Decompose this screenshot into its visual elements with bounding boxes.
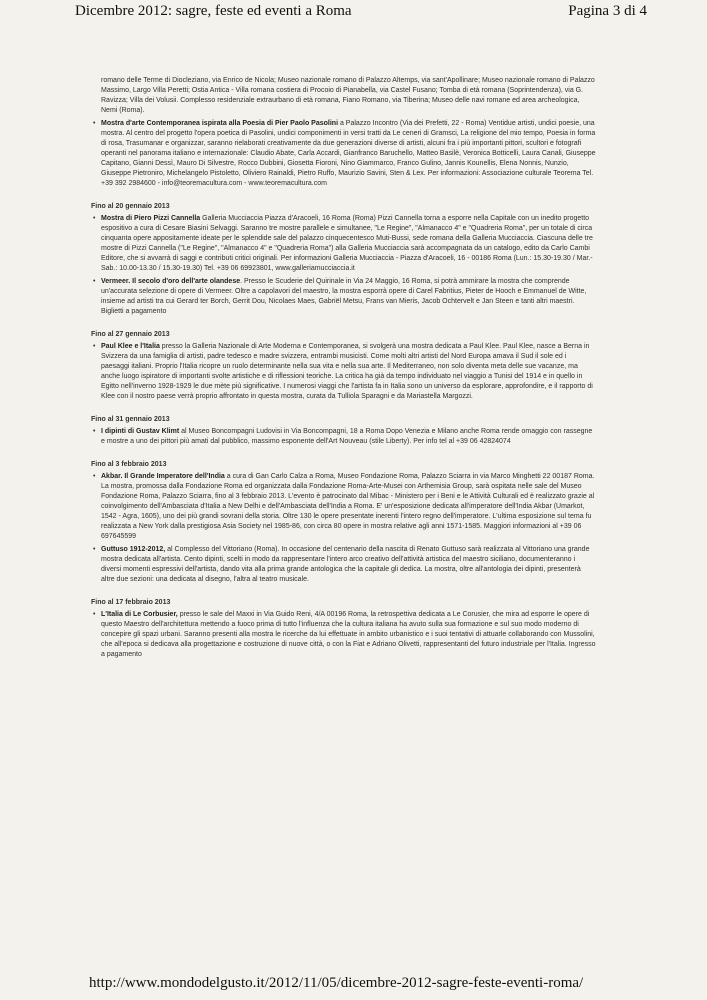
list-item	[91, 427, 596, 447]
bullet-icon: •	[93, 473, 96, 480]
article-content	[91, 76, 596, 663]
bullet-icon: •	[93, 428, 96, 435]
section-heading: Fino al 3 febbraio 2013	[91, 461, 167, 468]
event-title: Mostra d'arte Contemporanea ispirata alla Poesia di Pier Paolo Pasolini	[101, 120, 339, 127]
event-list	[91, 610, 596, 660]
section-heading: Fino al 27 gennaio 2013	[91, 331, 170, 338]
event-list	[91, 427, 596, 447]
section-jan-20	[91, 202, 596, 317]
event-title: Vermeer. Il secolo d'oro dell'arte olandese	[101, 278, 241, 285]
event-description: romano delle Terme di Diocleziano, via Enrico de Nicola; Museo nazionale romano di Palazzo Altemps, via sant'Apollinare; Museo nazionale romano di Palazzo Massimo, Largo Villa Peretti; Ostia Antica - Villa romana costiera di Procoio di Pianabella, via Castel Fusano; Tomba di età romana (Soprintendenza), via G. Ravizza; Villa dei Volusii. Complesso residenziale extraurbano di età romana, Fiano Romano, via Tiberina; Museo delle navi romane ed area archeologica, Nemi (Roma).	[101, 77, 595, 114]
bullet-icon: •	[93, 278, 96, 285]
section-heading: Fino al 17 febbraio 2013	[91, 599, 171, 606]
page-url: http://www.mondodelgusto.it/2012/11/05/dicembre-2012-sagre-feste-eventi-roma/	[89, 975, 584, 991]
list-item	[91, 342, 596, 402]
bullet-icon: •	[93, 215, 96, 222]
event-description: presso la Galleria Nazionale di Arte Moderna e Contemporanea, si svolgerà una mostra dedicata a Paul Klee. Paul Klee, nasce a Berna in Svizzera da una famiglia di artisti, padre tedesco e madre svizzera, entrambi musicisti. Come molti altri artisti del Nord Europa amava il Sud il sole ed i paesaggi italiani. Proprio l'Italia ricopre un ruolo determinante nella sua vita e nella sua arte. Il Mediterraneo, non solo diventa meta delle sue vacanze, ma anche luogo ispiratore di importanti svolte artistiche e di riflessioni teoriche. La critica ha già da tempo individuato nel viaggio a Tunisi del 1914 e in quello in Egitto nell'inverno 1928-1929 le due mète più significative. I numerosi viaggi che l'artista fa in Italia sono un universo da esplorare, approfondire, e il rapporto di Klee con il nostro paese verrà proprio affrontato in questa mostra, curata da Tulliola Sparagni e da Mariastella Margozzi.	[101, 343, 593, 400]
print-footer	[0, 975, 707, 995]
event-description: . Presso le Scuderie del Quirinale in Via 24 Maggio, 16 Roma, si potrà ammirare la mostra che comprende un'accurata selezione di opere di Vermeer. Oltre a capolavori del maestro, la mostra esporrà opere di Carel Fabritius, Pieter de Hooch e Emmanuel de Witte, insieme ad artisti tra cui Gerard ter Borch, Gerrit Dou, Nicolaes Maes, Gabriël Metsu, Frans van Mieris, Jacob Ochtervelt e Jan Steen e tanti altri maestri. Biglietti a pagamento	[101, 278, 587, 315]
section-feb-17	[91, 598, 596, 660]
section-jan-27	[91, 330, 596, 402]
event-title: Guttuso 1912-2012,	[101, 546, 166, 553]
event-list-intro	[91, 76, 596, 189]
bullet-icon: •	[93, 611, 96, 618]
section-heading: Fino al 31 gennaio 2013	[91, 416, 170, 423]
print-page-title: Dicembre 2012: sagre, feste ed eventi a Roma	[75, 3, 352, 19]
section-jan-31	[91, 415, 596, 447]
event-description: a Palazzo Incontro (Via dei Prefetti, 22 - Roma) Ventidue artisti, undici poesie, una mostra. Al centro del progetto l'opera poetica di Pasolini, undici componimenti in versi tratti da Le ceneri di Gramsci, La religione del mio tempo, Poesia in forma di rosa, Trasumanar e organizzar, saranno rielaborati creativamente da due generazioni diverse di artisti, alcuni fra i più importanti pittori, scultori e fotografi operanti nel panorama italiano e internazionale: Claudio Abate, Carla Accardi, Gianfranco Baruchello, Matteo Basilè, Veronica Botticelli, Laura Canali, Giuseppe Capitano, Gianni Dessì, Mauro Di Silvestre, Rocco Dubbini, Giosetta Fioroni, Nino Giammarco, Franco Gulino, Jannis Kounellis, Elena Nonnis, Nunzio, Giuseppe Pietroniro, Michelangelo Pistoletto, Oliviero Rainaldi, Pietro Ruffo, Maurizio Savini, Sten & Lex. Per informazioni: Associazione culturale Teorema Tel. +39 392 2984600 - info@teoremacultura.com - www.teoremacultura.com	[101, 120, 596, 187]
list-item	[91, 214, 596, 274]
list-item	[91, 472, 596, 542]
list-item	[91, 545, 596, 585]
event-list	[91, 342, 596, 402]
list-item	[91, 277, 596, 317]
event-description: al Complesso del Vittoriano (Roma). In occasione del centenario della nascita di Renato Guttuso sarà realizzata al Vittoriano una grande mostra dedicata all'artista. Cento dipinti, scelti in modo da rappresentare l'intero arco creativo dell'attività artistica del maestro siciliano, documenteranno i diversi momenti espressivi dell'artista, dando vita alla prima grande antologica che la capitale gli dedica. La mostra, oltre all'antologia dei dipinti, presenterà altre due sezioni: una dedicata al disegno, l'altra al teatro musicale.	[101, 546, 590, 583]
section-heading: Fino al 20 gennaio 2013	[91, 203, 170, 210]
list-item	[91, 610, 596, 660]
section-feb-3	[91, 460, 596, 585]
event-description: al Museo Boncompagni Ludovisi in Via Boncompagni, 18 a Roma Dopo Venezia e Milano anche Roma rende omaggio con rassegne e mostre a uno dei pittori più amati dal pubblico, massimo esponente dell'Art Nouveau (stile Liberty). Per info tel al +39 06 42824074	[101, 428, 593, 445]
event-title: Paul Klee e l'Italia	[101, 343, 160, 350]
bullet-icon: •	[93, 343, 96, 350]
event-list	[91, 472, 596, 585]
list-item	[91, 76, 596, 116]
print-page-number: Pagina 3 di 4	[568, 3, 647, 19]
event-title: Mostra di Piero Pizzi Cannella	[101, 215, 201, 222]
bullet-icon: •	[93, 120, 96, 127]
event-title: Akbar. Il Grande Imperatore dell'India	[101, 473, 225, 480]
event-description: a cura di Gan Carlo Calza a Roma, Museo Fondazione Roma, Palazzo Sciarra in via Marco Minghetti 22 00187 Roma. La mostra, promossa dalla Fondazione Roma ed organizzata dalla Fondazione Roma-Arte-Musei con Arthemisia Group, sarà ospitata nelle sale del Museo Fondazione Roma, Palazzo Sciarra, fino al 3 febbraio 2013. L'evento è patrocinato dal Mibac - Ministero per i Beni e le Attività Culturali ed è realizzato grazie al coinvolgimento dell'Ambasciata d'Italia a New Delhi e dell'Ambasciata dell'India a Roma. E' un'esposizione dedicata all'imperatore dell'India Akbar (Umarkot, 1542 - Agra, 1605), uno dei più grandi sovrani della storia. Oltre 130 le opere presentate inerenti l'intero regno dell'imperatore. L'ultima esposizione sul tema fu realizzata a New York dalla prestigiosa Asia Society nel 1985-86, con circa 80 opere in mostra relative agli anni 1571-1585. Maggiori informazioni al +39 06 697645599	[101, 473, 595, 540]
list-item	[91, 119, 596, 189]
event-list	[91, 214, 596, 317]
event-title: I dipinti di Gustav Klimt	[101, 428, 180, 435]
event-title: L'Italia di Le Corbusier,	[101, 611, 178, 618]
print-header	[0, 3, 707, 23]
event-description: presso le sale del Maxxi in Via Guido Reni, 4/A 00196 Roma, la retrospettiva dedicata a Le Corusier, che mira ad esporre le opere di questo Maestro dell'architettura mettendo a fuoco prima di tutto l'influenza che la cultura italiana ha avuto sulla sua formazione e sul suo modo moderno di concepire gli spazi urbani. Saranno presenti alla mostra le ricerche da lui effettuate in ambito urbanistico e i suoi tentativi di attuarle collaborando con Mussolini, che all'epoca si dedicava alla progettazione e costruzione di nuove città, o con la Fiat e Adriano Olivetti, rappresentanti del futuro industriale per l'Italia. Ingresso a pagamento	[101, 611, 596, 658]
event-description: Galleria Mucciaccia Piazza d'Aracoeli, 16 Roma (Roma) Pizzi Cannella torna a esporre nella Capitale con un inedito progetto espositivo a cura di Cesare Biasini Selvaggi. Saranno tre mostre parallele e simultanee, "Le Regine", "Almanacco 4" e "Quadreria Roma", per un totale di circa cinquanta opere appositamente ideate per le splendide sale del palazzo cinquecentesco Muti-Bussi, sede romana della Galleria Mucciaccia. Ciascuna delle tre mostre di Pizzi Cannella ("Le Regine", "Almanacco 4" e "Quadreria Roma") alla Galleria Mucciaccia sarà accompagnata da un catalogo, edito da Carlo Cambi Editore, che si avvarrà di saggi e contributi critici originali. Per informazioni Galleria Mucciaccia - Piazza d'Aracoeli, 16 - 00186 Roma (Lun.: 15.30-19.30 / Mar.-Sab.: 10.00-13.30 / 15.30-19.30) Tel. +39 06 69923801, www.galleriamucciaccia.it	[101, 215, 593, 272]
bullet-icon: •	[93, 546, 96, 553]
